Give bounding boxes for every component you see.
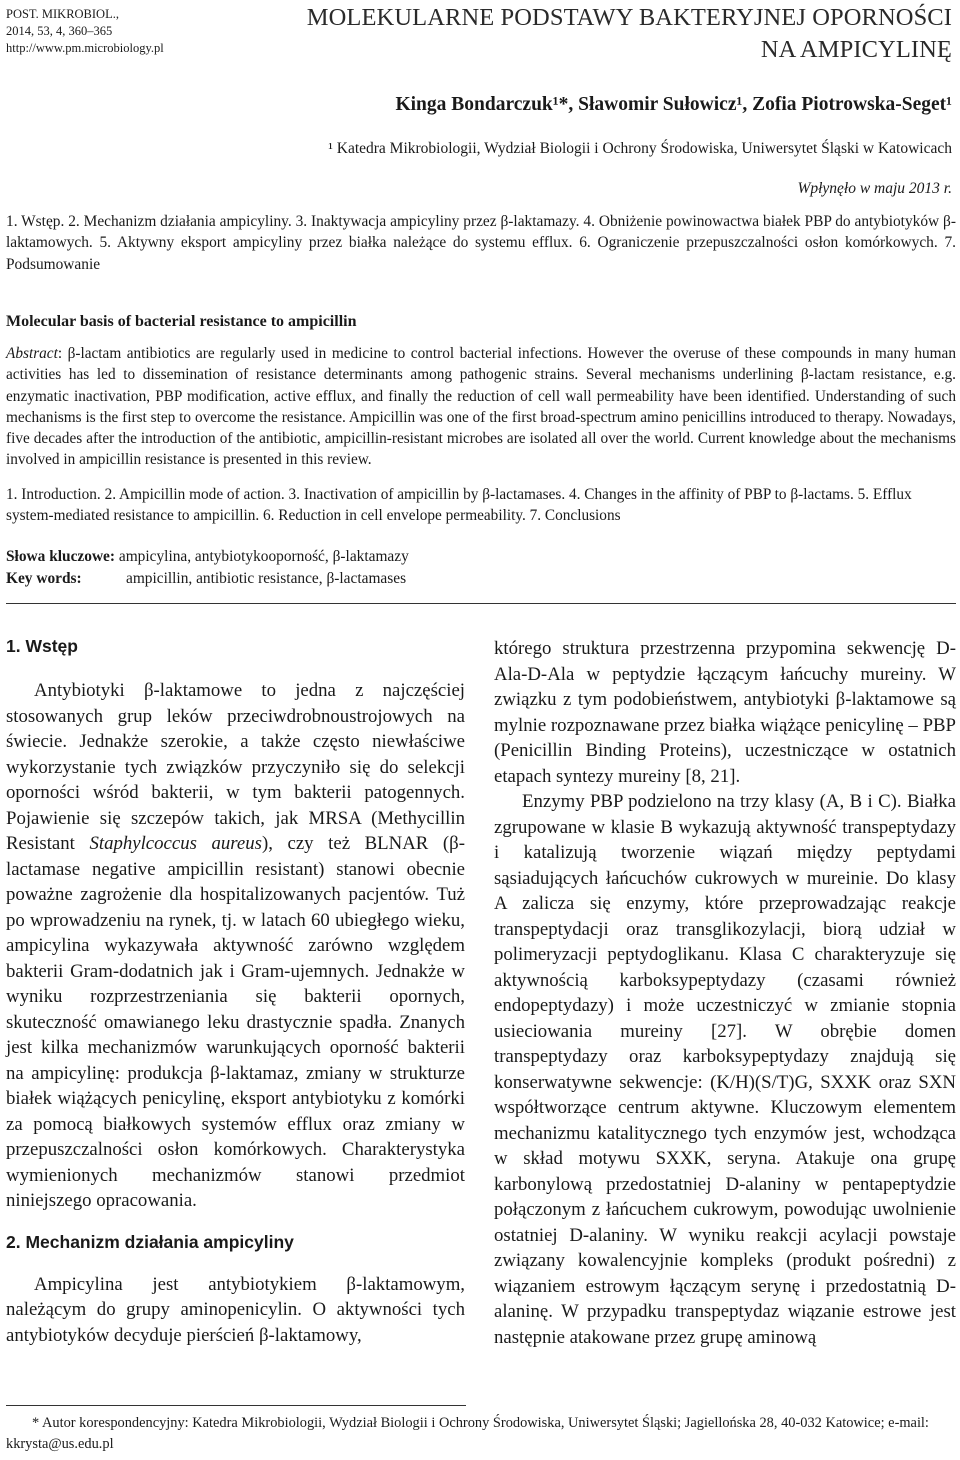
keywords-polish-label: Słowa kluczowe: xyxy=(6,548,116,565)
footnote-divider xyxy=(6,1405,466,1406)
affiliation: ¹ Katedra Mikrobiologii, Wydział Biologii i Ochrony Środowiska, Uniwersytet Śląski w Katowicach xyxy=(328,140,952,157)
title-line-1: MOLEKULARNE PODSTAWY BAKTERYJNEJ OPORNOŚCI xyxy=(306,4,952,31)
keywords-english-row xyxy=(6,568,706,590)
keywords xyxy=(6,546,706,590)
journal-name: POST. MIKROBIOL., xyxy=(6,7,119,21)
section-1-text-b: ), czy też BLNAR (β-lactamase negative ampicillin resistant) stanowi obecnie poważne zagrożenie dla hospitalizowanych pacjentów. Tuż po wprowadzeniu na rynek, tj. w latach 60 ubiegłego wieku, ampicylina wykazywała aktywność zarówno względem bakterii Gram-dodatnich jak i Gram-ujemnych. Jednakże w wyniku rozprzestrzeniania się bakterii opornych, skuteczność omawianego leku drastycznie spadła. Znanych jest kilka mechanizmów warunkujących oporność bakterii na ampicylinę: produkcja β-laktamaz, zmiany w strukturze białek wiążących penicylinę, eksport antybiotyku z komórki za pomocą białkowych systemów efflux oraz zmiany w przepuszczalności osłon komórkowych. Charakterystyka wymienionych mechanizmów stanowi przedmiot niniejszego opracowania. xyxy=(6,833,465,1211)
journal-volume: 2014, 53, 4, 360–365 xyxy=(6,24,113,38)
keywords-english-label: Key words: xyxy=(6,570,82,587)
section-2-paragraph-2: Enzymy PBP podzielono na trzy klasy (A, B i C). Białka zgrupowane w klasie B wykazują aktywność transpeptydazy i katalizują tworzenie wiązań między peptydami sąsiadujących łańcuchów cukrowych w mureinie. Do klasy A zalicza się enzymy, które przeprowadzając reakcje transpeptydacji oraz transglikozylacji, biorą udział w polimeryzacji peptydoglikanu. Klasa C charakteryzuje się aktywnością karboksypeptydazy (czasami również endopeptydazy) i może uczestniczyć w zmianie stopnia usieciowania mureiny [27]. W obrębie domen transpeptydazy oraz karboksypeptydazy znajdują się konserwatywne sekwencje: (K/H)(S/T)G, SXXK oraz SXN współtworzące centrum aktywne. Kluczowym elementem mechanizmu katalitycznego tych enzymów jest, wchodząca w skład motywu SXXK, seryna. Atakuje ona grupę karbonylową przedostatniej D-alaniny w pentapeptydzie połączonym z łańcuchem cukrowym, powodując uwolnienie ostatniej D-alaniny. W wyniku reakcji acylacji powstaje związany kowalencyjnie kompleks (produkt pośredni) z wiązaniem estrowym łączącym serynę i przedostatnią D-alaninę. W przypadku transpeptydaz wiązanie estrowe jest następnie atakowane przez grupę aminową xyxy=(494,791,956,1348)
section-1-text-a: Antybiotyki β-laktamowe to jedna z najczęściej stosowanych grup leków przeciwdrobnoustrojowych na świecie. Jednakże szerokie, a także często niewłaściwe wykorzystanie tych związków przyczyniło się do selekcji oporności wśród bakterii, w tym bakterii patogennych. Pojawienie się szczepów takich, jak MRSA (Methycillin Resistant xyxy=(6,680,465,854)
journal-url[interactable]: http://www.pm.microbiology.pl xyxy=(6,41,164,55)
section-2-heading: 2. Mechanizm działania ampicyliny xyxy=(6,1231,294,1252)
keywords-polish-row xyxy=(6,546,706,568)
column-right xyxy=(494,636,956,1350)
section-1-paragraph xyxy=(6,678,465,1214)
correspondence-footnote: * Autor korespondencyjny: Katedra Mikrobiologii, Wydział Biologii i Ochrony Środowiska, Uniwersytet Śląski; Jagiellońska 28, 40-032 Katowice; e-mail: kkrysta@us.edu.pl xyxy=(6,1415,929,1452)
abstract xyxy=(6,343,956,471)
contents-english: 1. Introduction. 2. Ampicillin mode of action. 3. Inactivation of ampicillin by β-lactamases. 4. Changes in the affinity of PBP to β-lactams. 5. Efflux system-mediated resistance to ampicillin. 6. Reduction in cell envelope permeability. 7. Conclusions xyxy=(6,486,912,525)
keywords-polish-value: ampicylina, antybiotykooporność, β-laktamazy xyxy=(115,548,409,565)
column-left xyxy=(6,634,465,1348)
section-2-paragraph-1: Ampicylina jest antybiotykiem β-laktamowym, należącym do grupy aminopenicylin. O aktywności tych antybiotyków decyduje pierścień β-laktamowy, xyxy=(6,1273,465,1346)
article-title xyxy=(252,2,952,66)
authors: Kinga Bondarczuk¹*, Sławomir Sułowicz¹, Zofia Piotrowska-Seget¹ xyxy=(395,94,952,115)
english-title: Molecular basis of bacterial resistance to ampicillin xyxy=(6,313,357,330)
section-2-paragraph-1-continued: którego struktura przestrzenna przypomina sekwencję D-Ala-D-Ala w peptydzie łączącym łańcuchy mureiny. W związku z tym podobieństwem, antybiotyki β-laktamowe są mylnie rozpoznawane przez białka wiążące penicylinę – PBP (Penicillin Binding Proteins), uczestniczące w ostatnich etapach syntezy mureiny [8, 21]. xyxy=(494,638,956,787)
abstract-label: Abstract xyxy=(6,345,58,362)
title-line-2: NA AMPICYLINĘ xyxy=(760,36,952,63)
header-divider xyxy=(6,603,956,604)
keywords-english-value: ampicillin, antibiotic resistance, β-lactamases xyxy=(126,570,407,587)
abstract-text: : β-lactam antibiotics are regularly used in medicine to control bacterial infections. However the overuse of these compounds in many human activities has led to dissemination of resistance determinants among pathogenic strains. Several mechanisms underlining β-lactam resistance, e.g. enzymatic inactivation, PBP modification, active efflux, and finally the reduction of cell wall permeability have been identified. Understanding of such mechanisms is the first step to overcome the resistance. Ampicillin was one of the first broad-spectrum amino penicillins introduced to therapy. Nowadays, five decades after the introduction of the antibiotic, ampicillin-resistant microbes are isolated all over the world. Current knowledge about the mechanisms involved in ampicillin resistance is presented in this review. xyxy=(6,345,956,469)
journal-citation xyxy=(6,6,206,57)
received-date: Wpłynęło w maju 2013 r. xyxy=(797,180,952,197)
contents-polish: 1. Wstęp. 2. Mechanizm działania ampicyliny. 3. Inaktywacja ampicyliny przez β-laktamazy. 4. Obniżenie powinowactwa białek PBP do antybiotyków β-laktamowych. 5. Aktywny eksport ampicyliny przez białka należące do systemu efflux. 6. Ograniczenie przepuszczalności osłon komórkowych. 7. Podsumowanie xyxy=(6,213,956,273)
species-name: Staphylcoccus aureus xyxy=(89,833,262,854)
section-1-heading: 1. Wstęp xyxy=(6,636,78,656)
